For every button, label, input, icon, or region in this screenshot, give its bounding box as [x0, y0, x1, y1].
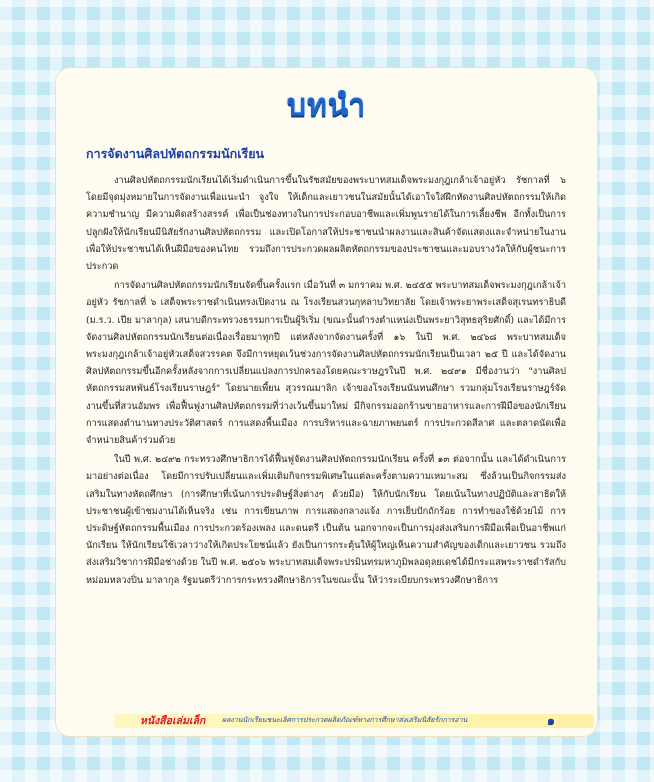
paragraph: ในปี พ.ศ. ๒๔๙๒ กระทรวงศึกษาธิการได้ฟื้นฟูจัดงานศิลปหัตถกรรมนักเรียน ครั้งที่ ๑๓ ต่อจากนั้น และได้ดำเนินการมาอย่างต่อเนื่อง โดยมีการปรับเปลี่ยนและเพิ่มเติมกิจกรรมพิเศษในแต่ละครั้งตามความเหมาะสม ซึ่งล้วนเป็นกิจกรรมส่งเสริมในทางหัตถศึกษา (การศึกษาที่เน้นการประดิษฐ์สิ่งต่างๆ ด้วยมือ) ให้กับนักเรียน โดยเน้นในทางปฏิบัติและสาธิตให้ประชาชนผู้เข้าชมงานได้เห็นจริง เช่น การเขียนภาพ การแสดงกลางแจ้ง การเย็บปักถักร้อย การทำของใช้ด้วยไม้ การประดิษฐ์หัตถกรรมพื้นเมือง การประกวดร้องเพลง และดนตรี เป็นต้น นอกจากจะเป็นการมุ่งส่งเสริมการฝีมือเพื่อเป็นอาชีพแก่นักเรียน ให้นักเรียนใช้เวลาว่างให้เกิดประโยชน์แล้ว ยังเป็นการกระตุ้นให้ผู้ใหญ่เห็นความสำคัญของเด็กและเยาวชน รวมถึงส่งเสริมวิชาการฝีมือช่างด้วย ในปี พ.ศ. ๒๕๐๖ พระบาทสมเด็จพระปรมินทรมหาภูมิพลอดุลยเดชได้มีกระแสพระราชดำรัสกับหม่อมหลวงปิ่น มาลากุล รัฐมนตรีว่าการกระทรวงศึกษาธิการในขณะนั้น ให้ว่าระเบียบกระทรวงศึกษาธิการ	[86, 454, 566, 586]
footer	[56, 706, 597, 736]
footer-brand: หนังสือเล่มเล็ก	[140, 715, 206, 727]
paragraph: งานศิลปหัตถกรรมนักเรียนได้เริ่มดำเนินการขึ้นในรัชสมัยของพระบาทสมเด็จพระมงกุฎเกล้าเจ้าอยู่หัว รัชกาลที่ ๖ โดยมีจุดมุ่งหมายในการจัดงานเพื่อแนะนำ จูงใจ ให้เด็กและเยาวชนในสมัยนั้นได้เอาใจใส่ฝึกหัดงานศิลปหัตถกรรมให้เกิดความชำนาญ มีความคิดสร้างสรรค์ เพื่อเป็นช่องทางในการประกอบอาชีพและเพิ่มพูนรายได้ในการเลี้ยงชีพ อีกทั้งเป็นการปลูกฝังให้นักเรียนมีนิสัยรักงานศิลปหัตถกรรม และเปิดโอกาสให้ประชาชนนำผลงานและสินค้าจัดแสดงและจำหน่ายในงานเพื่อให้ประชาชนได้เห็นฝีมือของคนไทย รวมถึงการประกวดผลผลิตหัตถกรรมของประชาชนและมอบรางวัลให้กับผู้ชนะการประกวด	[86, 175, 566, 273]
body-text	[86, 172, 566, 591]
page-title: บทนำ	[286, 88, 367, 123]
paragraph: การจัดงานศิลปหัตถกรรมนักเรียนจัดขึ้นครั้งแรก เมื่อวันที่ ๓ มกราคม พ.ศ. ๒๔๕๕ พระบาทสมเด็จพระมงกุฎเกล้าเจ้าอยู่หัว รัชกาลที่ ๖ เสด็จพระราชดำเนินทรงเปิดงาน ณ โรงเรียนสวนกุหลาบวิทยาลัย โดยเจ้าพระยาพระเสด็จสุเรนทราธิบดี (ม.ร.ว. เปีย มาลากุล) เสนาบดีกระทรวงธรรมการเป็นผู้ริเริ่ม (ขณะนั้นดำรงตำแหน่งเป็นพระยาวิสุทธสุริยศักดิ์) และได้มีการจัดงานศิลปหัตถกรรมนักเรียนต่อเนื่องเรื่อยมาทุกปี แต่หลังจากจัดงานครั้งที่ ๑๖ ในปี พ.ศ. ๒๔๖๘ พระบาทสมเด็จพระมงกุฎเกล้าเจ้าอยู่หัวเสด็จสวรรคต จึงมีการหยุดเว้นช่วงการจัดงานศิลปหัตถกรรมนักเรียนเป็นเวลา ๒๕ ปี และได้จัดงานศิลปหัตถกรรมขึ้นอีกครั้งหลังจากการเปลี่ยนแปลงการปกครองโดยคณะราษฎรในปี พ.ศ. ๒๔๙๑ มีชื่องานว่า "งานศิลปหัตถกรรมสหพันธ์โรงเรียนราษฎร์" โดยนายเพี้ยน สุวรรณมาลิก เจ้าของโรงเรียนนันทนศึกษา รวมกลุ่มโรงเรียนราษฎร์จัดงานขึ้นที่สวนอัมพร เพื่อฟื้นฟูงานศิลปหัตถกรรมที่ว่างเว้นขึ้นมาใหม่ มีกิจกรรมออกร้านขายอาหารและการฝีมือของนักเรียน การแสดงตำนานทางประวัติศาสตร์ การแสดงพื้นเมือง การบริหารและฉายภาพยนตร์ การประกวดสีลาศ และตลาดนัดเพื่อจำหน่ายสินค้าร่วมด้วย	[86, 280, 566, 447]
page-number: ๑	[546, 714, 555, 729]
footer-description: ผลงานนักเรียนชนะเลิศการประกวดผลิตภัณฑ์ทางการศึกษาส่งเสริมนิสัยรักการอ่าน	[222, 716, 468, 724]
section-heading: การจัดงานศิลปหัตถกรรมนักเรียน	[86, 146, 265, 161]
page-sheet	[56, 68, 597, 736]
